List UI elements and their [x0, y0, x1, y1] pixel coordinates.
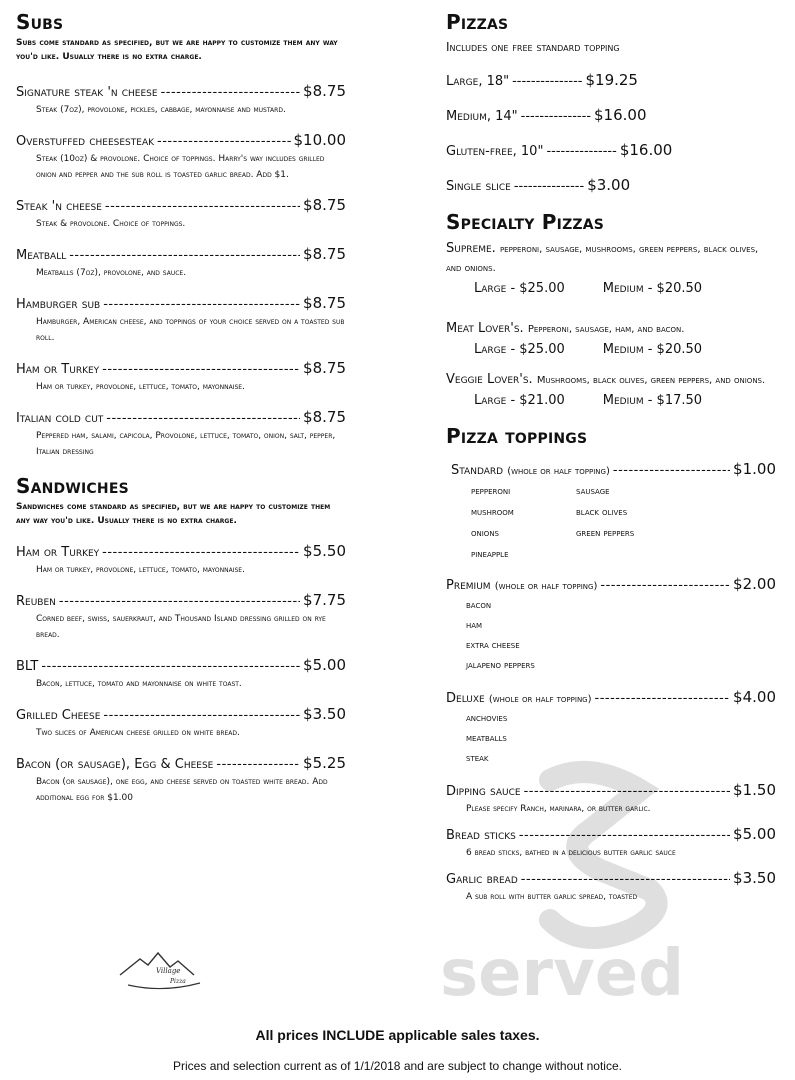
menu-item — [16, 705, 346, 741]
pizza-size-name: Medium, 14" — [446, 109, 518, 124]
pizzas-title: Pizzas — [446, 10, 509, 34]
pizza-size-price: $16.00 — [594, 106, 647, 124]
topping-group-name: Deluxe — [446, 691, 485, 706]
item-desc: Please specify Ranch, marinara, or butter garlic. — [466, 804, 651, 814]
specialty-medium-price: Medium - $17.50 — [602, 393, 703, 408]
pizza-size-row — [446, 106, 776, 126]
subs-note: Subs come standard as specified, but we are happy to customize them any way you'd like. Usually there is no extra charge. — [16, 38, 338, 62]
menu-item — [16, 196, 346, 232]
topping-item: steak — [466, 753, 489, 764]
item-price: $8.75 — [303, 359, 346, 377]
toppings-title: Pizza toppings — [446, 424, 588, 448]
item-name: Bacon (or sausage), Egg & Cheese — [16, 757, 214, 772]
topping-item: jalapeno peppers — [466, 660, 535, 671]
pizza-size-price: $16.00 — [619, 141, 673, 159]
item-name: Ham or Turkey — [16, 362, 100, 377]
specialty-large-price: Large - $21.00 — [474, 393, 565, 408]
logo-text-line2: Pizza — [170, 978, 186, 985]
subs-title: Subs — [16, 10, 64, 34]
topping-item: pepperoni — [471, 486, 511, 497]
pizza-size-name: Large, 18" — [446, 74, 510, 89]
topping-group-standard — [446, 460, 776, 565]
item-name: Grilled Cheese — [16, 708, 101, 723]
topping-item: ham — [466, 620, 483, 631]
topping-group-price: $4.00 — [733, 688, 776, 706]
item-desc: Peppered ham, salami, capicola, Provolone, lettuce, tomato, onion, salt, pepper, Italian dressing — [36, 431, 336, 457]
item-desc: Ham or turkey, provolone, lettuce, tomato, mayonnaise. — [36, 382, 245, 392]
item-price: $3.50 — [303, 705, 346, 723]
specialty-item — [446, 240, 776, 300]
topping-group-name: Premium — [446, 578, 491, 593]
item-desc: 6 bread sticks, bathed in a delicious butter garlic sauce — [466, 848, 676, 858]
item-name: Bread sticks — [446, 828, 516, 843]
specialty-item — [446, 371, 776, 412]
topping-group-qual: (whole or half topping) — [488, 694, 592, 705]
topping-item: green peppers — [576, 528, 635, 539]
sandwiches-title: Sandwiches — [16, 474, 129, 498]
item-desc: Ham or turkey, provolone, lettuce, tomato, mayonnaise. — [36, 565, 245, 575]
topping-item: bacon — [466, 600, 492, 611]
topping-item: onions — [471, 528, 499, 539]
item-name: Ham or Turkey — [16, 545, 100, 560]
item-price: $8.75 — [303, 196, 346, 214]
topping-item: pineapple — [471, 549, 509, 560]
item-desc: Two slices of American cheese grilled on white bread. — [36, 728, 240, 738]
topping-item: mushroom — [471, 507, 514, 518]
served-watermark — [440, 760, 770, 1000]
menu-item — [16, 656, 346, 692]
pizza-size-row — [446, 176, 776, 196]
item-name: Dipping sauce — [446, 784, 521, 799]
item-desc: Hamburger, American cheese, and toppings of your choice served on a toasted sub roll. — [36, 317, 345, 343]
item-price: $10.00 — [293, 131, 346, 149]
menu-item — [16, 131, 346, 183]
topping-group-price: $2.00 — [733, 575, 776, 593]
item-price: $1.50 — [733, 781, 776, 799]
menu-item — [16, 408, 346, 460]
topping-group-name: Standard — [451, 463, 504, 478]
sandwiches-note: Sandwiches come standard as specified, but we are happy to customize them any way you'd like. Usually there is no extra charge. — [16, 502, 331, 526]
item-price: $5.00 — [733, 825, 776, 843]
item-desc: Steak & provolone. Choice of toppings. — [36, 219, 186, 229]
item-name: Overstuffed cheesesteak — [16, 134, 155, 149]
item-name: Italian cold cut — [16, 411, 104, 426]
menu-item — [16, 82, 346, 118]
pizza-size-price: $3.00 — [587, 176, 631, 194]
menu-item — [16, 245, 346, 281]
specialty-large-price: Large - $25.00 — [474, 342, 565, 357]
specialty-desc: pepperoni, sausage, mushrooms, green peppers, black olives, and onions. — [446, 244, 759, 274]
menu-item — [16, 294, 346, 346]
topping-group-premium — [446, 575, 776, 676]
pizza-size-price: $19.25 — [585, 71, 638, 89]
item-name: Reuben — [16, 594, 56, 609]
specialty-name: Meat Lover's. — [446, 321, 524, 336]
topping-item: sausage — [576, 486, 610, 497]
watermark-text: served — [440, 937, 684, 1000]
item-desc: A sub roll with butter garlic spread, toasted — [466, 892, 638, 902]
item-price: $8.75 — [303, 82, 346, 100]
item-desc: Meatballs (7oz), provolone, and sauce. — [36, 268, 187, 278]
topping-item — [576, 544, 696, 565]
pizzas-note: Includes one free standard topping — [446, 40, 620, 54]
menu-item — [16, 754, 346, 806]
item-name: Signature steak 'n cheese — [16, 85, 158, 100]
pizza-size-row — [446, 71, 776, 91]
topping-item: extra cheese — [466, 640, 520, 651]
menu-item — [16, 591, 346, 643]
menu-item — [16, 542, 346, 578]
item-name: BLT — [16, 659, 39, 674]
logo-text-line1: Village — [156, 967, 181, 975]
specialty-desc: Pepperoni, sausage, ham, and bacon. — [527, 324, 685, 335]
item-price: $5.25 — [303, 754, 346, 772]
topping-item: meatballs — [466, 733, 507, 744]
specialty-desc: Mushrooms, black olives, green peppers, and onions. — [536, 375, 766, 386]
item-price: $8.75 — [303, 245, 346, 263]
item-price: $5.00 — [303, 656, 346, 674]
footer-price-note: Prices and selection current as of 1/1/2018 and are subject to change without notice. — [173, 1059, 622, 1073]
topping-group-price: $1.00 — [733, 460, 776, 478]
item-desc: Bacon (or sausage), one egg, and cheese served on toasted white bread. Add additional egg for $1.00 — [36, 777, 328, 803]
specialty-name: Veggie Lover's. — [446, 372, 533, 387]
item-desc: Steak (10oz) & provolone. Choice of toppings. Harry's way includes grilled onion and pepper and the sub roll is toasted garlic bread. Add $1. — [36, 154, 325, 180]
item-name: Steak 'n cheese — [16, 199, 102, 214]
specialty-item — [446, 320, 776, 361]
pizza-size-row — [446, 141, 776, 161]
item-desc: Corned beef, swiss, sauerkraut, and Thousand Island dressing grilled on rye bread. — [36, 614, 326, 640]
pizza-size-name: Gluten-free, 10" — [446, 144, 544, 159]
item-name: Meatball — [16, 248, 67, 263]
left-column — [16, 0, 346, 806]
item-price: $8.75 — [303, 408, 346, 426]
specialty-name: Supreme. — [446, 241, 496, 256]
footer-tax-note: All prices INCLUDE applicable sales taxes. — [255, 1027, 540, 1043]
topping-group-qual: (whole or half topping) — [494, 581, 598, 592]
topping-group-deluxe — [446, 688, 776, 769]
specialty-large-price: Large - $25.00 — [474, 281, 565, 296]
village-pizza-logo — [118, 945, 208, 995]
item-price: $5.50 — [303, 542, 346, 560]
item-name: Hamburger sub — [16, 297, 101, 312]
topping-group-qual: (whole or half topping) — [507, 466, 610, 477]
topping-item: black olives — [576, 507, 628, 518]
item-price: $8.75 — [303, 294, 346, 312]
specialty-medium-price: Medium - $20.50 — [602, 281, 703, 296]
specialty-title: Specialty Pizzas — [446, 210, 605, 234]
specialty-medium-price: Medium - $20.50 — [602, 342, 703, 357]
item-desc: Steak (7oz), provolone, pickles, cabbage, mayonnaise and mustard. — [36, 105, 286, 115]
topping-item: anchovies — [466, 713, 508, 724]
item-price: $3.50 — [733, 869, 776, 887]
item-price: $7.75 — [303, 591, 346, 609]
item-name: Garlic bread — [446, 872, 518, 887]
item-desc: Bacon, lettuce, tomato and mayonnaise on white toast. — [36, 679, 242, 689]
pizza-size-name: Single slice — [446, 179, 511, 194]
menu-item — [16, 359, 346, 395]
